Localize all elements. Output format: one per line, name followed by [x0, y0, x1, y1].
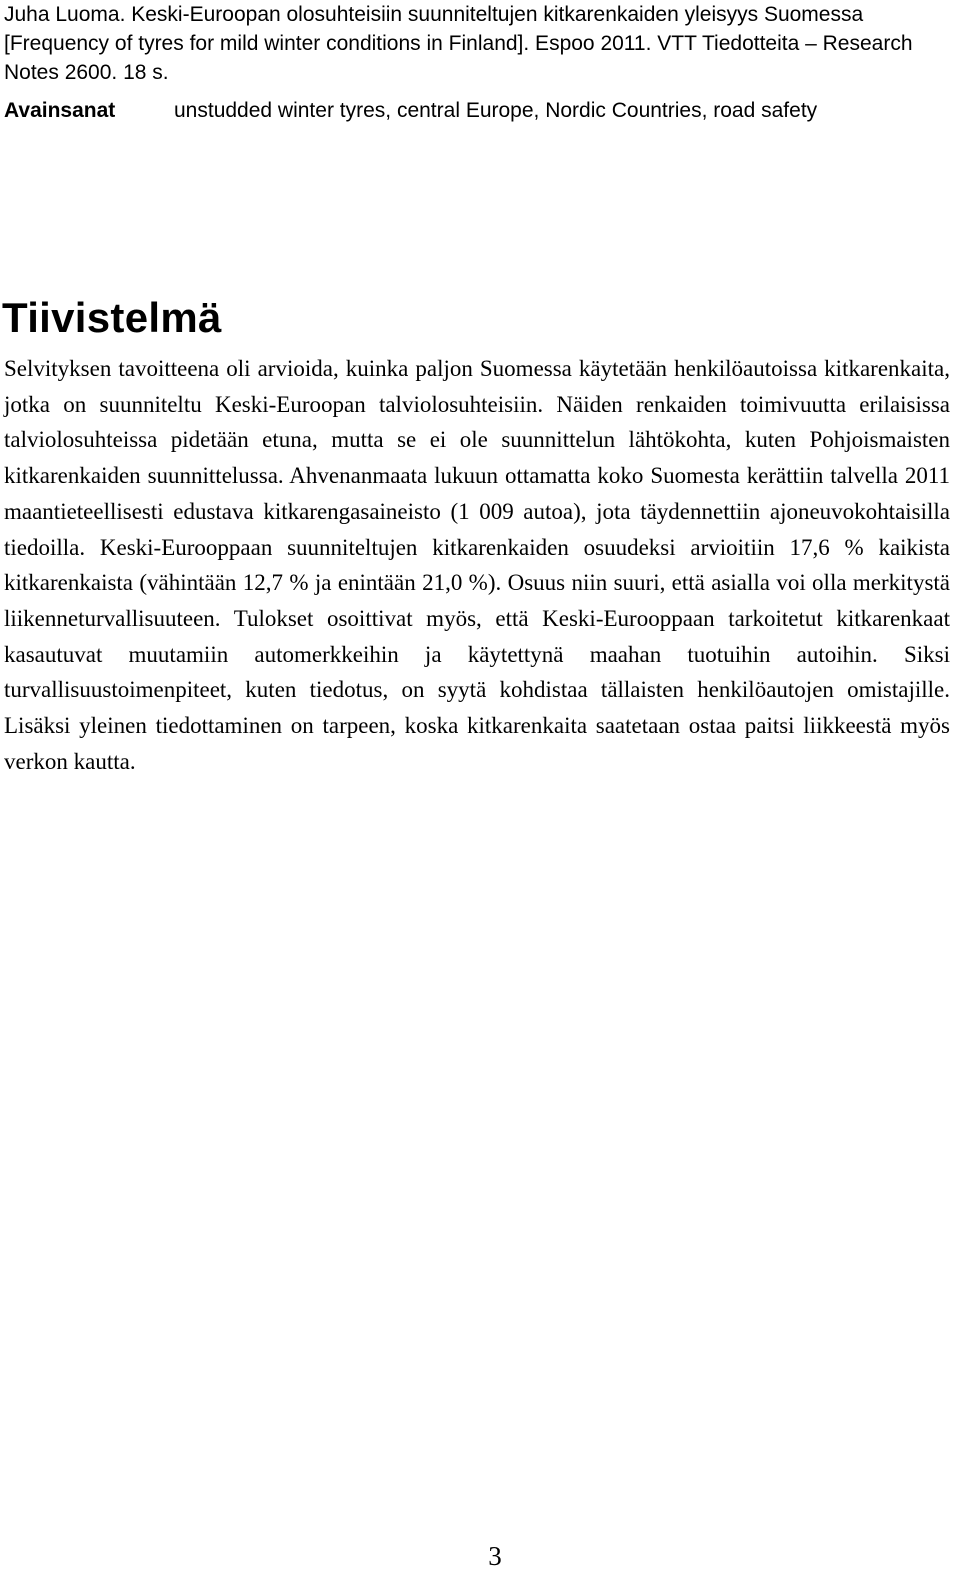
- page-number: 3: [488, 1541, 502, 1571]
- abstract-body: Selvityksen tavoitteena oli arvioida, kuinka paljon Suomessa käytetään henkilöautoissa kitkarenkaita, jotka on suunniteltu Keski-Euroopan talviolosuhteisiin. Näiden renkaiden toimivuutta erilaisissa talviolosuhteissa pidetään etuna, mutta se ei ole suunnittelun lähtökohta, kuten Pohjoismaisten kitkarenkaiden suunnittelussa. Ahvenanmaata lukuun ottamatta koko Suomesta kerättiin talvella 2011 maantieteellisesti edustava kitkarengasaineisto (1 009 autoa), jota täydennettiin ajoneuvokohtaisilla tiedoilla. Keski-Eurooppaan suunniteltujen kitkarenkaiden osuudeksi arvioitiin 17,6 % kaikista kitkarenkaista (vähintään 12,7 % ja enintään 21,0 %). Osuus niin suuri, että asialla voi olla merkitystä liikenneturvallisuuteen. Tulokset osoittivat myös, että Keski-Eurooppaan tarkoitetut kitkarenkaat kasautuvat muutamiin automerkkeihin ja käytettynä maahan tuotuihin autoihin. Siksi turvallisuustoimenpiteet, kuten tiedotus, on syytä kohdistaa tällaisten henkilöautojen omistajille. Lisäksi yleinen tiedottaminen on tarpeen, koska kitkarenkaita saatetaan ostaa paitsi liikkeestä myös verkon kautta.: [4, 356, 950, 774]
- citation-text: Juha Luoma. Keski-Euroopan olosuhteisiin suunniteltujen kitkarenkaiden yleisyys Suomessa [Frequency of tyres for mild winter conditions in Finland]. Espoo 2011. VTT Tiedotteita – Research Notes 2600. 18 s.: [4, 3, 913, 84]
- keywords-label: Avainsanat: [4, 99, 116, 122]
- keywords-value: unstudded winter tyres, central Europe, Nordic Countries, road safety: [174, 99, 818, 122]
- keywords-row: [4, 96, 950, 125]
- abstract-heading: Tiivistelmä: [2, 294, 222, 341]
